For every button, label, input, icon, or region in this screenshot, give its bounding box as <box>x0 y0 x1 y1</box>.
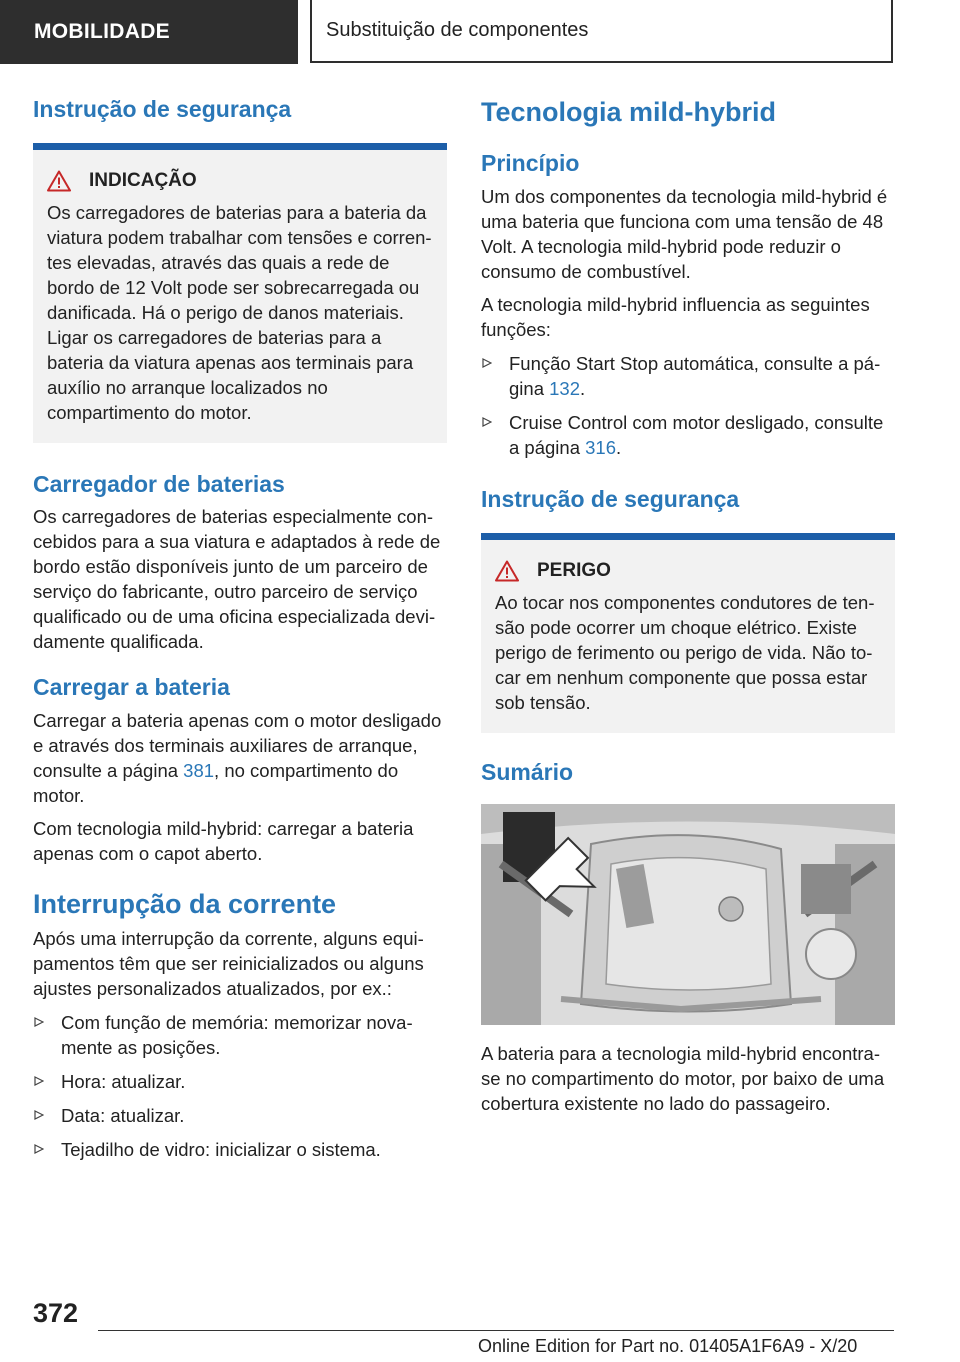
interruption-text: Após uma interrupção da corrente, alguns equipamentos têm que ser reinicializados ou alguns ajustes personalizados atualizados, por ex.: <box>33 928 424 1000</box>
page-number: 372 <box>33 1298 79 1328</box>
notice-title <box>47 170 439 192</box>
triangle-bullet-icon <box>34 1017 44 1027</box>
principle-heading: Princípio <box>481 150 580 177</box>
page-link-381[interactable]: 381 <box>183 759 215 781</box>
danger-box <box>481 540 895 733</box>
notice-box <box>33 150 447 443</box>
footer-edition: Online Edition for Part no. 01405A1F6A9 - X/20 <box>478 1336 858 1356</box>
danger-text: Ao tocar nos componentes condutores de tensão pode ocorrer um choque elétrico. Existe perigo de ferimento ou perigo de vida. Não tocar em nenhum componente que possa estar sob tensão. <box>495 591 875 713</box>
interruption-list <box>33 1010 447 1162</box>
section-rule <box>33 143 447 150</box>
footer-rule <box>98 1330 894 1331</box>
triangle-bullet-icon <box>34 1076 44 1086</box>
summary-text: A bateria para a tecnologia mild-hybrid encontra-se no compartimento do motor, por baixo de uma cobertura existente no lado do passageiro. <box>481 1043 885 1115</box>
triangle-bullet-icon <box>482 358 492 368</box>
header-section-label: MOBILIDADE <box>34 20 170 43</box>
charge-battery-heading: Carregar a bateria <box>33 674 230 701</box>
charge-battery-text: Carregar a bateria apenas com o motor desligado e através dos terminais auxiliares de arranque, consulte a página 381, no compartimento do motor. <box>33 709 442 806</box>
influence-text: A tecnologia mild-hybrid influencia as seguintes funções: <box>481 293 870 340</box>
header-chapter-tab <box>310 0 893 63</box>
safety-heading-right: Instrução de segurança <box>481 485 740 512</box>
triangle-bullet-icon <box>34 1110 44 1120</box>
warning-triangle-icon <box>495 560 519 582</box>
page-link-316[interactable]: 316 <box>585 436 616 458</box>
charger-heading: Carregador de baterias <box>33 470 285 497</box>
list-item: Tejadilho de vidro: inicializar o sistema. <box>33 1137 447 1162</box>
triangle-bullet-icon <box>34 1144 44 1154</box>
list-item: Com função de memória: memorizar novamente as posições. <box>33 1010 447 1060</box>
interruption-heading: Interrupção da corrente <box>33 888 337 919</box>
page-link-132[interactable]: 132 <box>549 377 580 399</box>
header-chapter-label: Substituição de componentes <box>326 19 589 41</box>
summary-heading: Sumário <box>481 758 574 785</box>
section-rule <box>481 533 895 540</box>
danger-title <box>495 560 887 582</box>
list-item: Hora: atualizar. <box>33 1069 447 1094</box>
charge-battery-text-2: Com tecnologia mild-hybrid: carregar a bateria apenas com o capot aberto. <box>33 817 414 864</box>
header-section-tab <box>0 0 298 64</box>
notice-label: INDICAÇÃO <box>89 169 197 191</box>
charger-text: Os carregadores de baterias especialmente concebidos para a sua viatura e adaptados à rede de bordo estão disponíveis junto de um parceiro de serviço do fabricante, outro parceiro de serviço qualificado ou de uma oficina especializada devidamente qualificada. <box>33 506 441 653</box>
engine-bay-illustration <box>481 804 895 1025</box>
danger-label: PERIGO <box>537 559 611 581</box>
notice-text: Os carregadores de baterias para a bateria da viatura podem trabalhar com tensões e correntes elevadas, através das quais a rede de bordo de 12 Volt pode ser sobrecarregada ou danificada. Há o perigo de danos materiais. Ligar os carregadores de baterias para a bateria da viatura apenas aos terminais para auxílio no arranque localizados no compartimento do motor. <box>47 201 432 423</box>
list-item: Data: atualizar. <box>33 1103 447 1128</box>
list-item: Cruise Control com motor desligado, consulte a página 316. <box>481 410 895 460</box>
left-column <box>33 96 447 1162</box>
warning-triangle-icon <box>47 170 71 192</box>
right-column <box>481 96 895 1116</box>
engine-bay-photo <box>481 804 895 1025</box>
mild-hybrid-heading: Tecnologia mild-hybrid <box>481 97 777 127</box>
functions-list <box>481 351 895 460</box>
principle-text: Um dos componentes da tecnologia mild-hybrid é uma bateria que funciona com uma tensão de 48 Volt. A tecnologia mild-hybrid pode reduzir o consumo de combustível. <box>481 185 888 282</box>
triangle-bullet-icon <box>482 417 492 427</box>
safety-heading: Instrução de segurança <box>33 96 292 122</box>
list-item: Função Start Stop automática, consulte a página 132. <box>481 351 895 401</box>
